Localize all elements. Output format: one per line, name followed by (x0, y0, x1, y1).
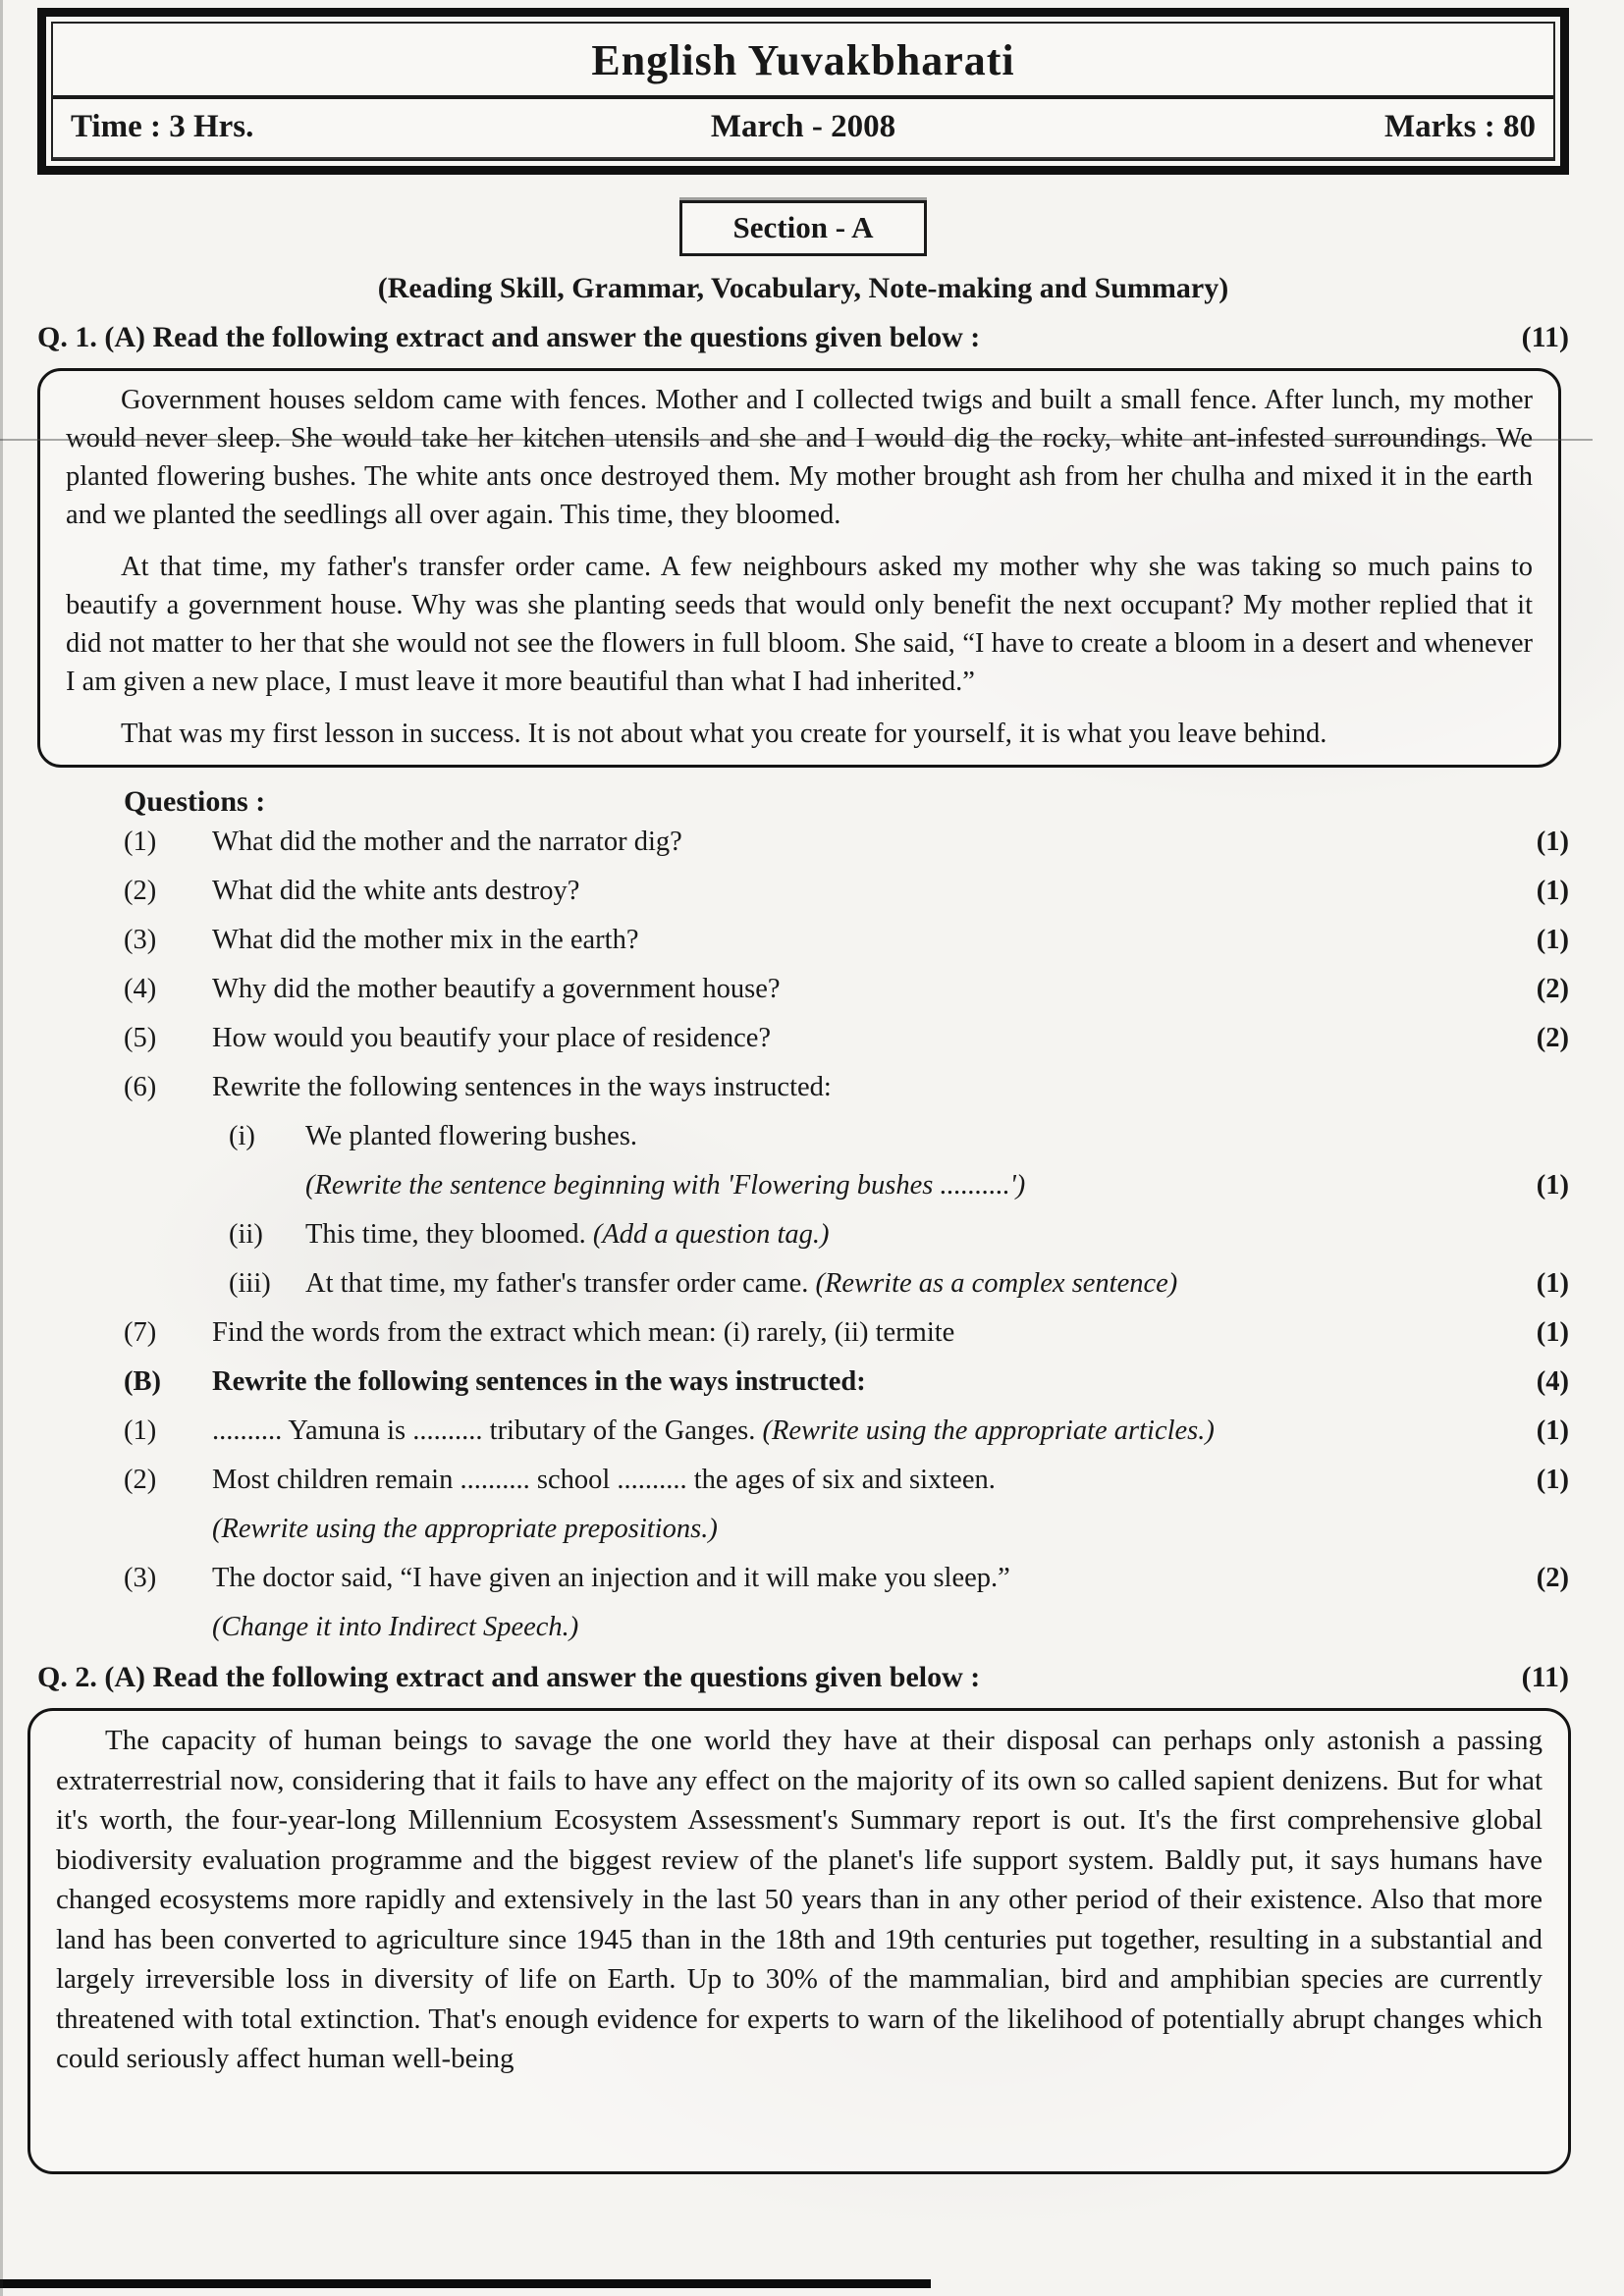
question-text-plain: What did the white ants destroy? (212, 876, 580, 906)
question-text (212, 925, 639, 955)
question-text (212, 974, 781, 1004)
question-row (124, 1563, 1569, 1593)
question-number: (i) (229, 1121, 255, 1151)
extract-paragraph: At that time, my father's transfer order came. A few neighbours asked my mother why she was taking so much pains to beautify a government house. Why was she planting seeds that would only benefit the next occupant? My mother replied that it did not matter to her that she would not see the flowers in full bloom. She said, “I have to create a bloom in a desert and whenever I am given a new place, I must leave it more beautiful than what I had inherited.” (66, 552, 1533, 697)
question-text-plain: Most children remain .......... school .......... the ages of six and sixteen. (212, 1465, 996, 1495)
question-text (305, 1170, 1025, 1201)
question-marks: (4) (1536, 1366, 1569, 1397)
header-info-row (53, 99, 1553, 159)
question-number: (B) (124, 1366, 161, 1397)
q2-marks: (11) (1521, 1661, 1569, 1693)
question-marks: (1) (1536, 1415, 1569, 1446)
question-text (212, 876, 579, 906)
question-row (305, 1170, 1569, 1201)
question-row (124, 1415, 1569, 1446)
question-marks: (2) (1536, 1563, 1569, 1593)
question-text-plain: Find the words from the extract which mean: (i) rarely, (ii) termite (212, 1317, 955, 1348)
question-text (212, 1317, 954, 1348)
question-instruction: (Rewrite the sentence beginning with 'Flowering bushes ..........') (305, 1170, 1026, 1201)
q2-heading-row (37, 1661, 1569, 1694)
q2-heading: Q. 2. (A) Read the following extract and answer the questions given below : (37, 1661, 981, 1693)
exam-title: English Yuvakbharati (53, 24, 1553, 99)
questions-label: Questions : (124, 785, 266, 818)
header-box (37, 8, 1569, 175)
question-text-plain: This time, they bloomed. (305, 1219, 593, 1250)
question-instruction: (Add a question tag.) (592, 1219, 830, 1250)
question-list (37, 827, 1569, 1642)
q1-extract-box (37, 368, 1561, 768)
question-row (212, 1514, 1569, 1544)
question-row (229, 1219, 1569, 1250)
question-row (124, 1317, 1569, 1348)
question-text (305, 1219, 830, 1250)
question-number: (5) (124, 1023, 157, 1053)
question-text (212, 1366, 866, 1397)
question-number: (1) (124, 1415, 157, 1446)
question-number: (4) (124, 974, 157, 1004)
q1-heading: Q. 1. (A) Read the following extract and answer the questions given below : (37, 321, 981, 353)
question-text (305, 1268, 1177, 1299)
question-text (212, 1023, 771, 1053)
question-text (212, 1612, 578, 1642)
question-number: (ii) (229, 1219, 263, 1250)
header-inner-box (51, 22, 1555, 161)
question-row (124, 1366, 1569, 1397)
question-text-plain: We planted flowering bushes. (305, 1121, 638, 1151)
question-row (124, 925, 1569, 955)
question-text-plain: Rewrite the following sentences in the ways instructed: (212, 1072, 832, 1102)
scan-artifact-edge (0, 0, 3, 2296)
q2-extract-box (27, 1708, 1571, 2174)
question-row (212, 1612, 1569, 1642)
question-row (124, 1023, 1569, 1053)
question-text (212, 1415, 1215, 1446)
question-marks: (1) (1536, 1170, 1569, 1201)
question-marks: (1) (1536, 1465, 1569, 1495)
question-row (124, 974, 1569, 1004)
question-marks: (2) (1536, 1023, 1569, 1053)
question-text-plain: What did the mother and the narrator dig? (212, 827, 682, 857)
section-a-box (679, 200, 927, 256)
question-marks: (1) (1536, 1317, 1569, 1348)
scan-artifact-line (0, 439, 1593, 441)
question-number: (3) (124, 925, 157, 955)
exam-marks: Marks : 80 (1384, 109, 1536, 144)
question-text-plain: How would you beautify your place of residence? (212, 1023, 772, 1053)
extract-paragraph: The capacity of human beings to savage the one world they have at their disposal can perhaps only astonish a passing extraterrestrial now, considering that it fails to have any effect on the majority of its own so called sapient denizens. But for what it's worth, the four-year-long Millennium Ecosystem Assessment's Summary report is out. It's the first comprehensive global biodiversity evaluation programme and the biggest review of the planet's life support system. Baldly put, it says humans have changed ecosystems more rapidly and extensively in the last 50 years than in any other period of their existence. Also that more land has been converted to agriculture since 1945 than in the 18th and 19th centuries put together, resulting in a substantial and largely irreversible loss in diversity of life on Earth. Up to 30% of the mammalian, bird and amphibian species are currently threatened with total extinction. That's enough evidence for experts to warn of the likelihood of potentially abrupt changes which could seriously affect human well-being (56, 1725, 1543, 2074)
question-text (212, 1514, 718, 1544)
question-marks: (2) (1536, 974, 1569, 1004)
question-text (212, 1072, 832, 1102)
question-text-plain: Why did the mother beautify a government house? (212, 974, 781, 1004)
question-text-plain: .......... Yamuna is .......... tributary of the Ganges. (212, 1415, 763, 1446)
question-number: (iii) (229, 1268, 271, 1299)
question-row (124, 876, 1569, 906)
question-number: (7) (124, 1317, 157, 1348)
question-instruction: (Rewrite using the appropriate prepositions.) (212, 1514, 718, 1544)
question-text-plain: What did the mother mix in the earth? (212, 925, 639, 955)
scan-artifact-bar (0, 2279, 931, 2288)
question-text-plain: Rewrite the following sentences in the ways instructed: (212, 1366, 866, 1397)
question-number: (6) (124, 1072, 157, 1102)
question-number: (3) (124, 1563, 157, 1593)
question-number: (2) (124, 1465, 157, 1495)
question-row (229, 1268, 1569, 1299)
question-number: (2) (124, 876, 157, 906)
question-instruction: (Rewrite using the appropriate articles.) (762, 1415, 1215, 1446)
question-text (212, 1563, 1010, 1593)
question-row (124, 827, 1569, 857)
question-instruction: (Change it into Indirect Speech.) (212, 1612, 579, 1642)
question-text (212, 827, 682, 857)
question-marks: (1) (1536, 1268, 1569, 1299)
extract-paragraph: Government houses seldom came with fences. Mother and I collected twigs and built a small fence. After lunch, my mother would never sleep. She would take her kitchen utensils and she and I would dig the rocky, white ant-infested surroundings. We planted flowering bushes. The white ants once destroyed them. My mother brought ash from her chulha and mixed it in the earth and we planted the seedlings all over again. This time, they bloomed. (66, 385, 1533, 530)
question-row (124, 1072, 1569, 1102)
question-text-plain: The doctor said, “I have given an injection and it will make you sleep.” (212, 1563, 1010, 1593)
question-text (305, 1121, 637, 1151)
section-subtitle: (Reading Skill, Grammar, Vocabulary, Note-making and Summary) (377, 272, 1229, 304)
question-text (212, 1465, 996, 1495)
question-instruction: (Rewrite as a complex sentence) (815, 1268, 1178, 1299)
question-row (124, 1465, 1569, 1495)
q1-marks: (11) (1521, 321, 1569, 353)
question-marks: (1) (1536, 876, 1569, 906)
question-marks: (1) (1536, 925, 1569, 955)
section-a-label: Section - A (732, 210, 874, 244)
extract-paragraph: That was my first lesson in success. It is not about what you create for yourself, it is what you leave behind. (121, 719, 1327, 749)
question-marks: (1) (1536, 827, 1569, 857)
exam-time: Time : 3 Hrs. (71, 109, 254, 144)
question-row (229, 1121, 1569, 1151)
q1-heading-row (37, 321, 1569, 354)
question-number: (1) (124, 827, 157, 857)
question-text-plain: At that time, my father's transfer order came. (305, 1268, 816, 1299)
exam-date: March - 2008 (710, 109, 896, 144)
